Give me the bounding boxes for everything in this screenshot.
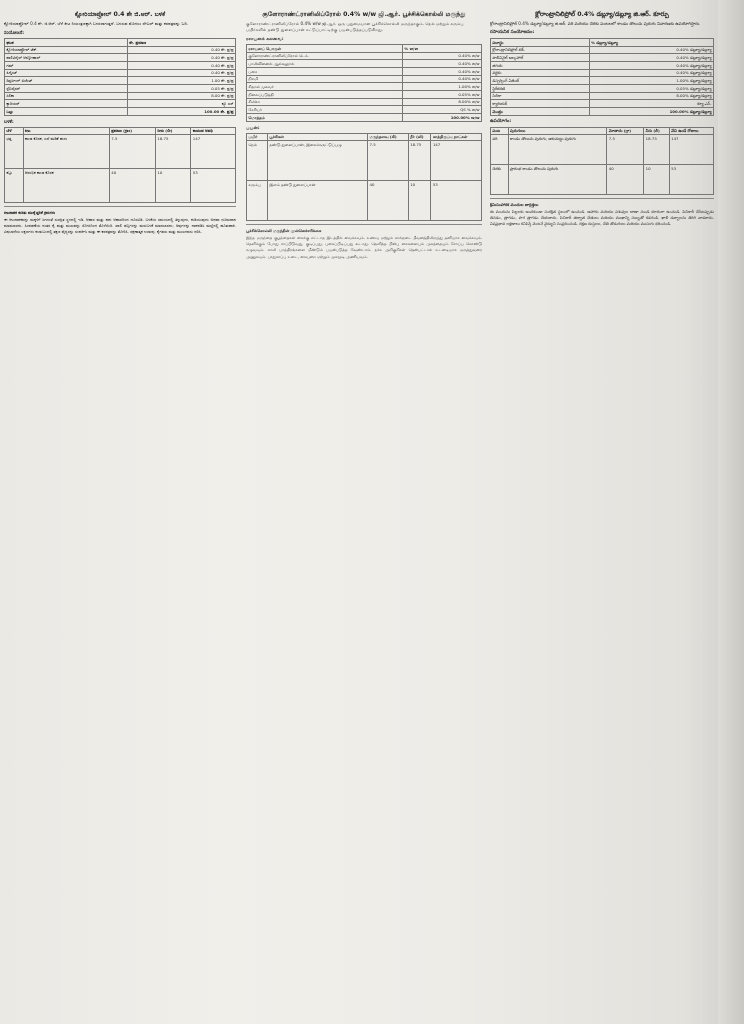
telugu-title: క్లోరాంట్రానిలిప్రోల్ 0.4% డబ్ల్యూ/డబ్ల్యూ జి.ఆర్. కూర్పు xyxy=(535,11,669,18)
body-paragraph: இந்த மருந்தை குழந்தைகள் கைக்கு எட்டாத இடத்தில் வைக்கவும். உணவு மற்றும் கால்நடை தீவனத்திலிருந்து தனியாக வைக்கவும். தெளிக்கும் போது சாப்பிடுவது, குடிப்பது, புகைப்பிடிப்பது கூடாது. தெளித்த பின்பு கைகளையும் முகத்தையும் சோப்பு கொண்டு கழுவவும். காலி பாத்திரங்களை மீண்டும் பயன்படுத்த வேண்டாம். நச்சு அறிகுறிகள் தென்பட்டால் உடனடியாக மருத்துவரை அணுகவும். பாதுகாப்பு உடை, கையுறை மற்றும் முகமூடி அணியவும். xyxy=(246,235,482,259)
kannada-precautions-heading: ಕೀಟನಾಶಕ ಕುರಿತು ಮುನ್ನೆಚ್ಚರಿಕೆ ಕ್ರಮಗಳು xyxy=(4,210,56,216)
dose-cell: 40 xyxy=(109,169,155,203)
kannada-composition-table xyxy=(4,38,236,116)
pest-cell: ಆರಂಭಿಕ ಕಾಂಡ ಕೊರಕ xyxy=(23,169,109,203)
percent-cell: 0.40% డబ్ల్యూ/డబ్ల్యూ xyxy=(589,46,713,54)
water-cell: 10 xyxy=(644,165,669,195)
percent-cell: 0.05% డబ్ల్యూ/డబ్ల్యూ xyxy=(589,84,713,92)
composition-header: ரசாயனப் பொருள் xyxy=(247,44,403,52)
ingredient-cell: பசை xyxy=(247,67,403,75)
total-label: ಒಟ್ಟು xyxy=(5,107,128,115)
percent-cell: 0.40% w/w xyxy=(402,67,481,75)
total-row xyxy=(491,107,714,115)
percent-cell: 0.40% డబ్ల్యూ/డబ్ల్యూ xyxy=(589,61,713,69)
table-row xyxy=(247,98,482,106)
tamil-column xyxy=(246,8,482,1016)
pest-cell: இளம் தண்டு துளைப்பான் xyxy=(267,181,367,221)
dose-cell: 7.5 xyxy=(109,135,155,169)
table-row xyxy=(5,54,236,62)
kannada-column xyxy=(4,8,236,1016)
table-row xyxy=(247,52,482,60)
percent-cell: 0.40% w/w xyxy=(402,75,481,83)
tamil-precautions-heading: பூச்சிக்கொல்லி மருந்தின் முன்னெச்சரிக்கை xyxy=(246,228,322,234)
ingredient-cell: நிலைப்படுத்தி xyxy=(247,90,403,98)
usage-header: నీరు (లీ) xyxy=(644,127,669,135)
tamil-composition-heading: ரசாயனக் கலவை: xyxy=(246,36,284,42)
pest-cell: ಕಾಂಡ ಕೊರಕ, ಎಲೆ ಮಡಿಕೆ ಹುಳು xyxy=(23,135,109,169)
usage-header: காத்திருப்பு நாட்கள் xyxy=(431,133,482,141)
percent-cell: 8.00% డబ్ల్యూ/డబ్ల్యూ xyxy=(589,92,713,100)
composition-header: ಘಟಕ xyxy=(5,38,128,46)
percent-cell: 0.40 ಶೇ. ಪ್ರ/ಪ್ರ xyxy=(127,61,235,69)
table-row xyxy=(491,77,714,85)
percent-cell: 0.05% w/w xyxy=(402,90,481,98)
waiting-cell: 147 xyxy=(669,135,713,165)
ingredient-cell: క్యారియర్ xyxy=(491,100,590,108)
ingredient-cell: స్థిరీకరణి xyxy=(491,84,590,92)
ingredient-cell: ಪಿಗ್ಮೆಂಟ್ xyxy=(5,69,128,77)
divider xyxy=(246,224,482,225)
ingredient-cell: డిస్పర్సింగ్ ఏజెంట్ xyxy=(491,77,590,85)
table-row xyxy=(247,83,482,91)
ingredient-cell: சிலிகா xyxy=(247,98,403,106)
kannada-title: ಕ್ಲೋರಿಯಾಪ್ರೋಲ್ 0.4 ಶೇ ಜಿ.ಆರ್. ಬಳಕೆ xyxy=(74,11,166,18)
total-label: மொத்தம் xyxy=(247,113,403,121)
table-row xyxy=(491,92,714,100)
ingredient-cell: జిగురు xyxy=(491,61,590,69)
water-cell: 18.75 xyxy=(155,135,190,169)
table-row xyxy=(5,77,236,85)
ingredient-cell: ಡಿಸ್ಪರ್ಸಿಂಗ್ ಏಜೆಂಟ್ xyxy=(5,77,128,85)
table-row xyxy=(5,84,236,92)
telugu-usage-table xyxy=(490,127,714,196)
usage-header: మోతాదు (గ్రా) xyxy=(607,127,644,135)
total-row xyxy=(5,107,236,115)
table-row xyxy=(247,181,482,221)
ingredient-cell: குளோராண்ட்ரானிலிப்ரோல் டெக். xyxy=(247,52,403,60)
usage-header: மருந்தளவு (கி) xyxy=(368,133,409,141)
kannada-usage-heading: ಬಳಕೆ: xyxy=(4,119,14,125)
table-row xyxy=(491,100,714,108)
telugu-column xyxy=(490,8,714,1016)
total-value: 100.00 ಶೇ. ಪ್ರ/ಪ್ರ xyxy=(127,107,235,115)
ingredient-cell: கேரியர் xyxy=(247,106,403,114)
water-cell: 10 xyxy=(408,181,431,221)
tamil-usage-heading: பயன்: xyxy=(246,125,260,131)
composition-header: పదార్థం xyxy=(491,38,590,46)
total-label: మొత్తం xyxy=(491,107,590,115)
usage-header: நீர் (லி) xyxy=(408,133,431,141)
table-row xyxy=(491,135,714,165)
telugu-body-text xyxy=(490,209,714,227)
kannada-composition-heading: ಸಂಯೋಜನೆ: xyxy=(4,30,25,36)
crop-cell: கரும்பு xyxy=(247,181,268,221)
dose-cell: 40 xyxy=(607,165,644,195)
ingredient-cell: ಕ್ಲೋರಿಯಾಪ್ರೋಲ್ ಟೆಕ್. xyxy=(5,46,128,54)
crop-cell: நெல் xyxy=(247,141,268,181)
telugu-intro: క్లోరాంట్రానిలిప్రోల్ 0.4% డబ్ల్యూ/డబ్ల్యూ జి.ఆర్. వరి మరియు చెరకు పంటలలో కాండం తొలుచు పురుగు నివారణకు ఉపయోగిస్తారు. xyxy=(490,20,701,26)
tamil-body-text xyxy=(246,235,482,259)
waiting-cell: 147 xyxy=(191,135,236,169)
percent-cell: 0.40% w/w xyxy=(402,60,481,68)
ingredient-cell: சிதறல் முகவர் xyxy=(247,83,403,91)
table-row xyxy=(247,141,482,181)
table-row xyxy=(491,61,714,69)
dose-cell: 40 xyxy=(368,181,409,221)
table-row xyxy=(491,84,714,92)
table-row xyxy=(5,135,236,169)
tamil-intro: குளோராண்ட்ரானிலிப்ரோல் 0.4% w/w ஜி.ஆர். ஒரு புதுமையான பூச்சிக்கொல்லி மருந்தாகும். நெல் மற்றும் கரும்பு பயிர்களில் தண்டு துளைப்பான் கட்டுப்பாட்டிற்கு பயன்படுத்தப்படுகிறது. xyxy=(246,20,464,32)
percent-cell: 0.40 ಶೇ. ಪ್ರ/ಪ್ರ xyxy=(127,54,235,62)
ingredient-cell: వర్ణకం xyxy=(491,69,590,77)
divider xyxy=(4,206,236,207)
ingredient-cell: పాలీవినైల్ ఆల్కహాల్ xyxy=(491,54,590,62)
table-row xyxy=(5,92,236,100)
waiting-cell: 147 xyxy=(431,141,482,181)
ingredient-cell: సిలికా xyxy=(491,92,590,100)
dose-cell: 7.5 xyxy=(607,135,644,165)
usage-header: ನೀರು (ಲೀ) xyxy=(155,127,190,135)
usage-header: ಪ್ರಮಾಣ (ಗ್ರಾಂ) xyxy=(109,127,155,135)
table-row xyxy=(5,169,236,203)
telugu-precautions-heading: క్రిమిసంహారక మందుల జాగ్రత్తలు xyxy=(490,202,539,208)
kannada-usage-table xyxy=(4,127,236,204)
water-cell: 18.75 xyxy=(408,141,431,181)
percent-cell: 8.00% w/w xyxy=(402,98,481,106)
ingredient-cell: ಸಿಲಿಕಾ xyxy=(5,92,128,100)
waiting-cell: 53 xyxy=(431,181,482,221)
ingredient-cell: ಸ್ಟೆಬಿಲೈಸರ್ xyxy=(5,84,128,92)
total-row xyxy=(247,113,482,121)
usage-header: పంట xyxy=(491,127,509,135)
percent-cell: 1.00% w/w xyxy=(402,83,481,91)
ingredient-cell: பாலிவினைல் ஆல்கஹால் xyxy=(247,60,403,68)
tamil-usage-table xyxy=(246,133,482,222)
ingredient-cell: ಪಾಲಿವಿನೈಲ್ ಆಲ್ಕೋಹಾಲ್ xyxy=(5,54,128,62)
composition-header: ಶೇ. ಪ್ರಮಾಣ xyxy=(127,38,235,46)
percent-cell: 8.00 ಶೇ. ಪ್ರ/ಪ್ರ xyxy=(127,92,235,100)
table-row xyxy=(491,69,714,77)
kannada-body-text xyxy=(4,217,236,235)
percent-cell: 0.40% డబ్ల్యూ/డబ్ల్యూ xyxy=(589,69,713,77)
percent-cell: క్యూ.ఎస్. xyxy=(589,100,713,108)
pest-cell: కాండం తొలుచు పురుగు, ఆకుచుట్టు పురుగు xyxy=(508,135,607,165)
telugu-composition-table xyxy=(490,38,714,116)
tamil-composition-table xyxy=(246,44,482,122)
table-row xyxy=(491,165,714,195)
total-value: 100.00% డబ్ల్యూ/డబ్ల్యూ xyxy=(589,107,713,115)
water-cell: 10 xyxy=(155,169,190,203)
composition-header: % డబ్ల్యూ/డబ్ల్యూ xyxy=(589,38,713,46)
pest-cell: ప్రారంభ కాండం తొలుచు పురుగు xyxy=(508,165,607,195)
percent-cell: 0.40 ಶೇ. ಪ್ರ/ಪ್ರ xyxy=(127,46,235,54)
table-row xyxy=(5,100,236,108)
crop-cell: వరి xyxy=(491,135,509,165)
table-row xyxy=(5,46,236,54)
tamil-title: குளோராண்ட்ரானிலிப்ரோல் 0.4% w/w ஜி.ஆர். பூச்சிக்கொல்லி மருந்து xyxy=(262,11,466,18)
body-paragraph: ಈ ಕೀಟನಾಶಕವನ್ನು ಮಕ್ಕಳಿಗೆ ಸಿಗದಂತೆ ಸುರಕ್ಷಿತ ಸ್ಥಳದಲ್ಲಿ ಇಡಿ. ಆಹಾರ ಮತ್ತು ಪಶು ಆಹಾರದಿಂದ ದೂರವಿಡಿ. ಬಳಕೆಯ ಸಮಯದಲ್ಲಿ ತಿನ್ನುವುದು, ಕುಡಿಯುವುದು ಅಥವಾ ಧೂಮಪಾನ ಮಾಡಬಾರದು. ಸಿಂಪಡಣೆಯ ನಂತರ ಕೈ ಮತ್ತು ಮುಖವನ್ನು ಸೋಪಿನಿಂದ ತೊಳೆಯಿರಿ. ಖಾಲಿ ಡಬ್ಬಿಗಳನ್ನು ಮರುಬಳಕೆ ಮಾಡಬಾರದು; ಅವುಗಳನ್ನು ನಾಶಪಡಿಸಿ ಮಣ್ಣಿನಲ್ಲಿ ಹೂತುಹಾಕಿ. ವಿಷಬಾಧೆಯ ಲಕ್ಷಣಗಳು ಕಂಡುಬಂದಲ್ಲಿ ತಕ್ಷಣ ವೈದ್ಯರನ್ನು ಸಂಪರ್ಕಿಸಿ ಮತ್ತು ಈ ಕರಪತ್ರವನ್ನು ತೋರಿಸಿ. ರಕ್ಷಣಾತ್ಮಕ ಉಡುಪು, ಕೈಗವಸು ಮತ್ತು ಮುಖಗವಸು ಧರಿಸಿ. xyxy=(4,217,236,235)
percent-cell: 1.00 ಶೇ. ಪ್ರ/ಪ್ರ xyxy=(127,77,235,85)
waiting-cell: 53 xyxy=(191,169,236,203)
crop-cell: చెరకు xyxy=(491,165,509,195)
divider xyxy=(490,198,714,199)
crop-cell: ಭತ್ತ xyxy=(5,135,24,169)
ingredient-cell: நிறமி xyxy=(247,75,403,83)
telugu-usage-heading: ఉపయోగం: xyxy=(490,118,512,124)
usage-header: వేచి ఉండే రోజులు xyxy=(669,127,713,135)
composition-header: % w/w xyxy=(402,44,481,52)
percent-cell: 1.00% డబ్ల్యూ/డబ్ల్యూ xyxy=(589,77,713,85)
table-row xyxy=(491,54,714,62)
usage-header: பயிர் xyxy=(247,133,268,141)
percent-cell: 0.40 ಶೇ. ಪ್ರ/ಪ್ರ xyxy=(127,69,235,77)
percent-cell: QS % w/w xyxy=(402,106,481,114)
page-curl-shadow xyxy=(718,0,744,1024)
telugu-composition-heading: రసాయనిక సంయోజనం: xyxy=(490,29,535,35)
waiting-cell: 53 xyxy=(669,165,713,195)
usage-header: ಕೀಟ xyxy=(23,127,109,135)
water-cell: 18.75 xyxy=(644,135,669,165)
usage-header: பூச்சிகள் xyxy=(267,133,367,141)
usage-header: ಬೆಳೆ xyxy=(5,127,24,135)
body-paragraph: ఈ మందును పిల్లలకు అందకుండా సురక్షిత స్థలంలో ఉంచండి. ఆహారం మరియు పశువుల దాణా నుండి దూరంగా ఉంచండి. పిచికారీ చేసేటప్పుడు తినడం, త్రాగడం, పొగ త్రాగడం చేయరాదు. పిచికారీ తర్వాత చేతులు మరియు ముఖాన్ని సబ్బుతో కడగండి. ఖాళీ డబ్బాలను తిరిగి వాడరాదు. విషప్రభావ లక్షణాలు కనిపిస్తే వెంటనే వైద్యుని సంప్రదించండి. రక్షణ దుస్తులు, చేతి తొడుగులు మరియు ముసుగు ధరించండి. xyxy=(490,209,714,227)
percent-cell: 0.05 ಶೇ. ಪ್ರ/ಪ್ರ xyxy=(127,84,235,92)
kannada-intro: ಕ್ಲೋರಿಯಾಪ್ರೋಲ್ 0.4 ಶೇ. ಜಿ.ಆರ್. ಬೆಳೆ ಕೀಟ ನಿಯಂತ್ರಣಕ್ಕಾಗಿ ಬಳಸಲಾಗುತ್ತದೆ. ಬಳಸುವ ಮೊದಲು ಲೇಬಲ್ ಮತ್ತು ಕರಪತ್ರವನ್ನು ಓದಿ. xyxy=(4,20,189,26)
table-row xyxy=(247,106,482,114)
usage-header: ಕಾಯುವ ಅವಧಿ xyxy=(191,127,236,135)
percent-cell: 0.40% w/w xyxy=(402,52,481,60)
pest-cell: தண்டு துளைப்பான், இலைச்சுருட்டுப்புழு xyxy=(267,141,367,181)
table-row xyxy=(5,69,236,77)
ingredient-cell: క్లోరాంట్రానిలిప్రోల్ టెక్. xyxy=(491,46,590,54)
table-row xyxy=(247,75,482,83)
table-row xyxy=(247,90,482,98)
usage-header: పురుగులు xyxy=(508,127,607,135)
table-row xyxy=(491,46,714,54)
ingredient-cell: ಗಮ್ xyxy=(5,61,128,69)
percent-cell: ಕ್ಯೂ ಎಸ್ xyxy=(127,100,235,108)
ingredient-cell: ಕ್ಯಾರಿಯರ್ xyxy=(5,100,128,108)
percent-cell: 0.40% డబ్ల్యూ/డబ్ల్యూ xyxy=(589,54,713,62)
table-row xyxy=(247,67,482,75)
crop-cell: ಕಬ್ಬು xyxy=(5,169,24,203)
dose-cell: 7.5 xyxy=(368,141,409,181)
table-row xyxy=(5,61,236,69)
table-row xyxy=(247,60,482,68)
total-value: 100.00% w/w xyxy=(402,113,481,121)
